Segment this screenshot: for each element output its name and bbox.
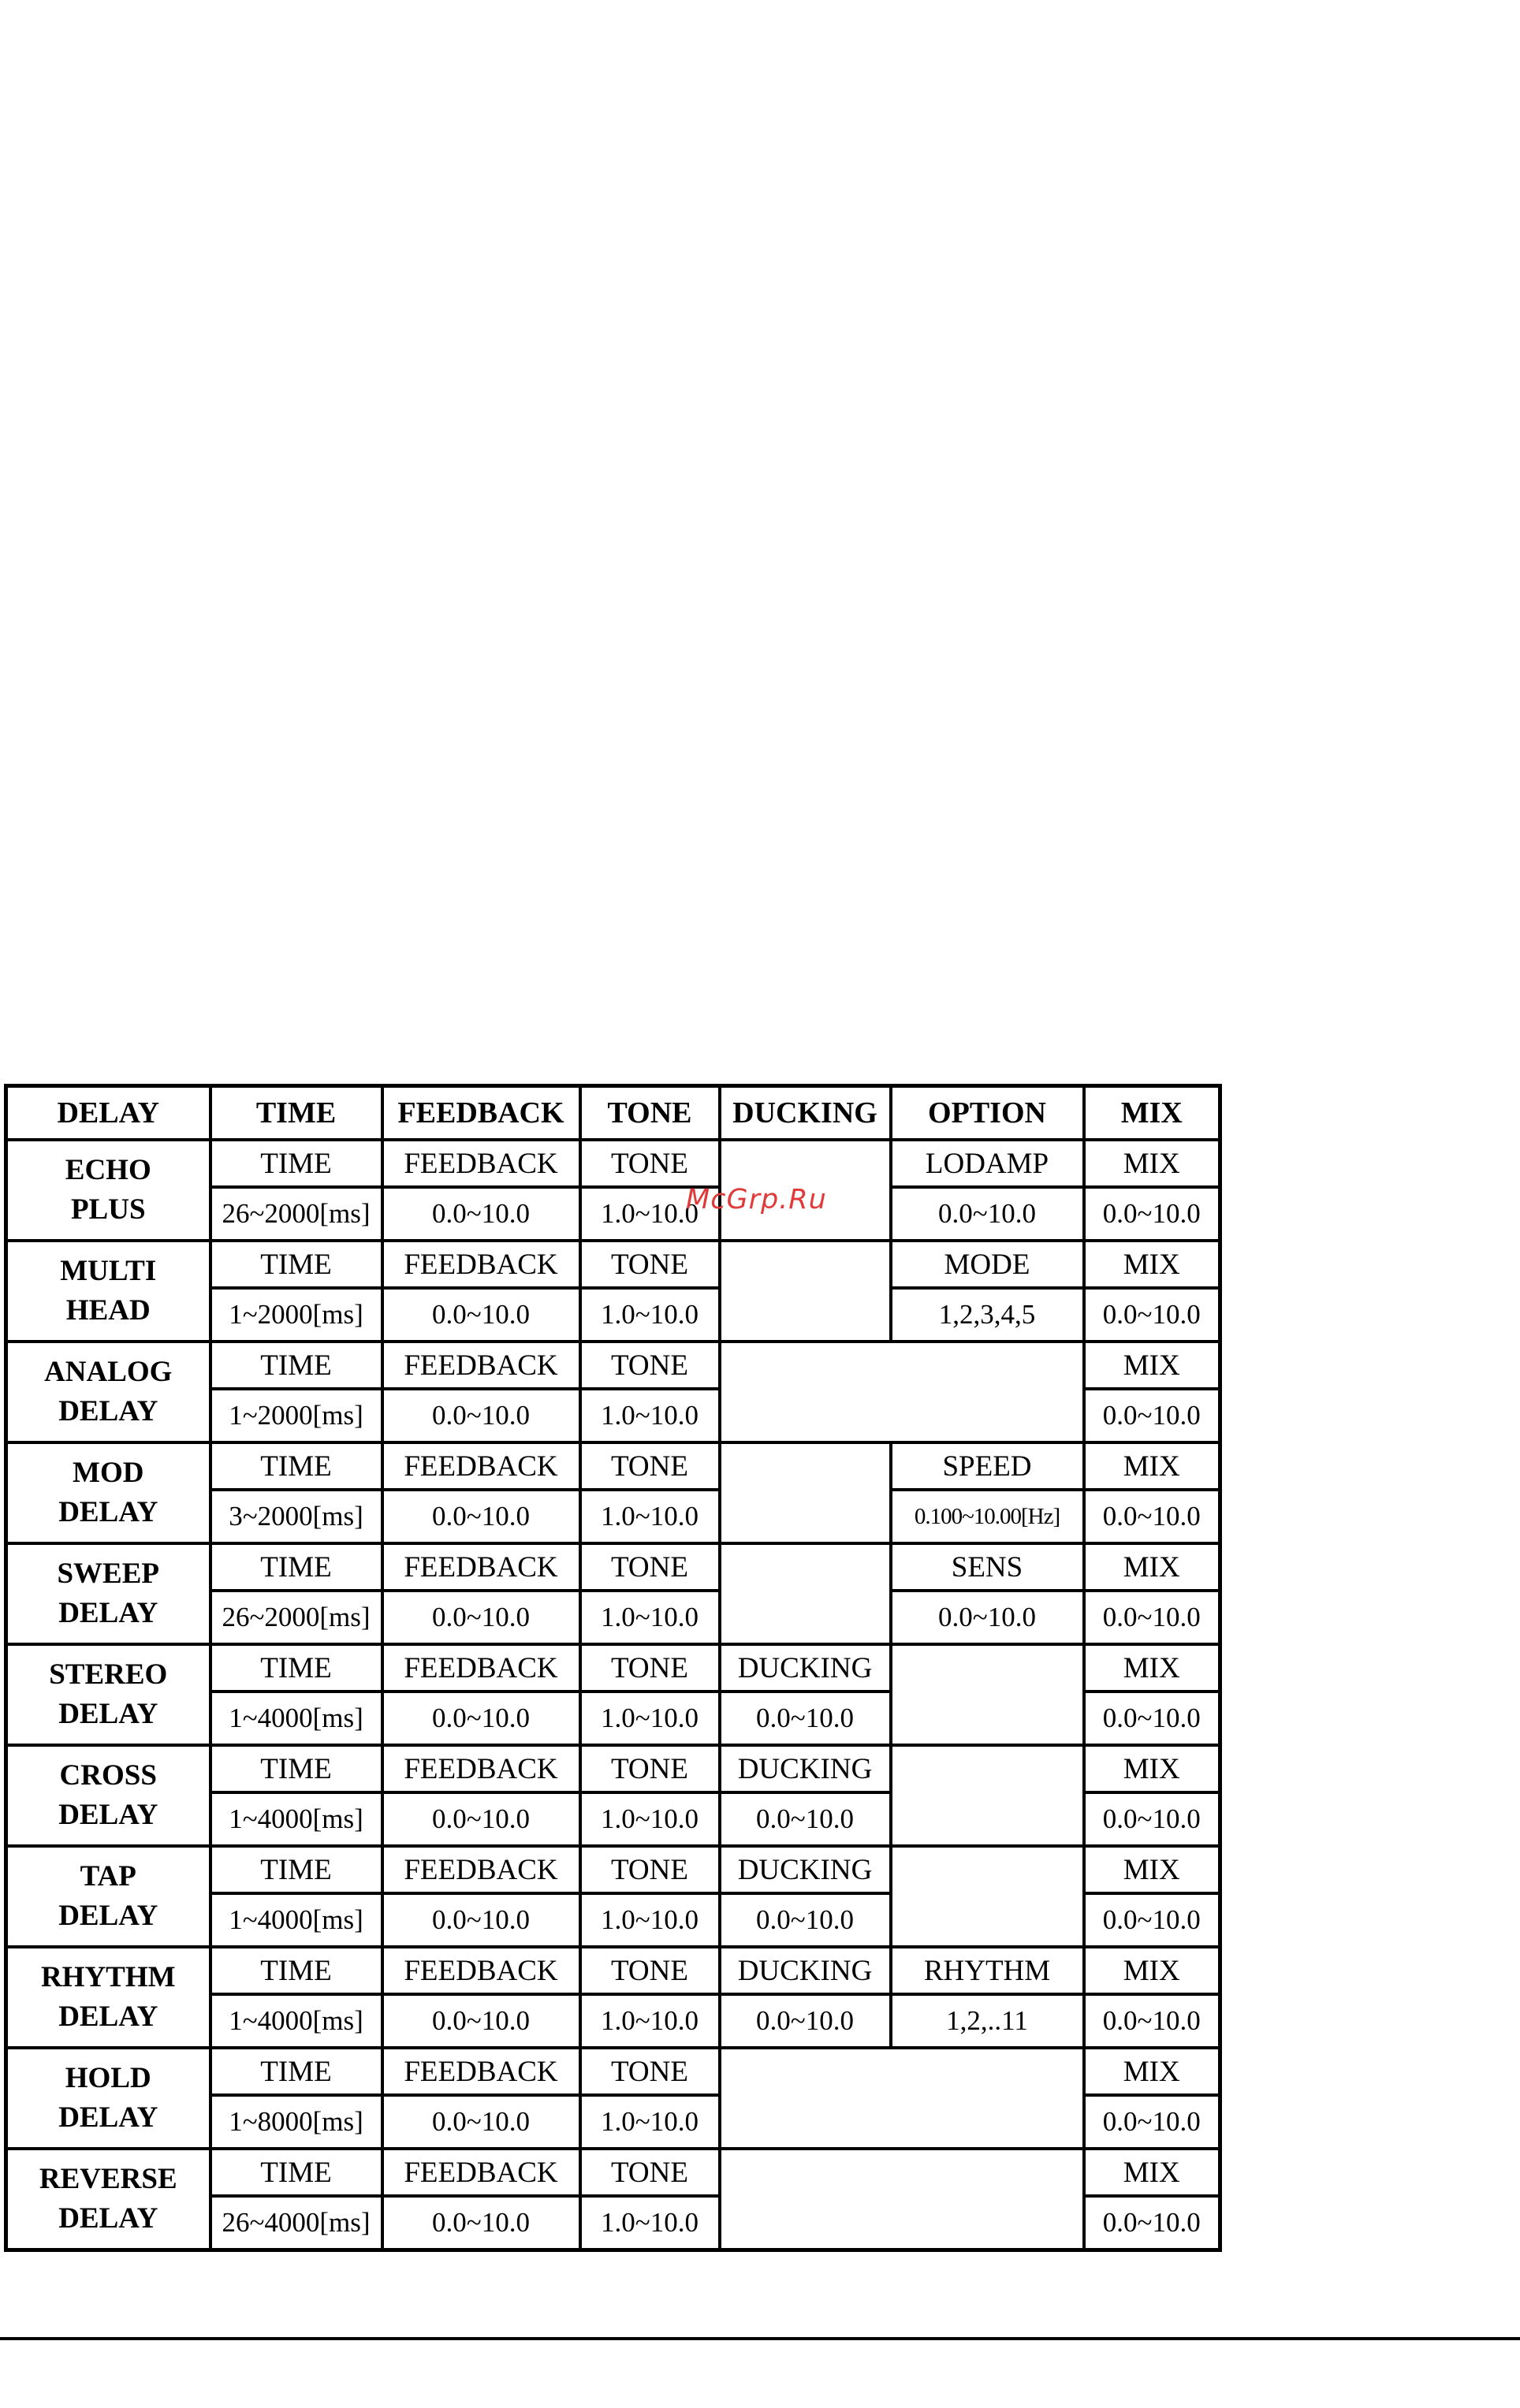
time-param-label: TIME: [210, 1342, 382, 1389]
tone-param-range: 1.0~10.0: [580, 1591, 720, 1644]
header-delay: DELAY: [6, 1086, 210, 1141]
delay-type-name-line: DELAY: [58, 2000, 158, 2033]
feedback-param-label: FEEDBACK: [382, 1846, 580, 1893]
empty-cell: [720, 2048, 1084, 2149]
delay-type-name-line: HEAD: [65, 1294, 151, 1327]
mix-param-range: 0.0~10.0: [1084, 1288, 1220, 1342]
feedback-param-label: FEEDBACK: [382, 1644, 580, 1692]
mix-param-range: 0.0~10.0: [1084, 1389, 1220, 1442]
time-param-range: 1~2000[ms]: [210, 1389, 382, 1442]
empty-cell: [891, 1644, 1084, 1745]
feedback-param-label: FEEDBACK: [382, 1342, 580, 1389]
tone-param-range: 1.0~10.0: [580, 1994, 720, 2048]
empty-cell: [891, 1846, 1084, 1947]
table-row: [6, 1947, 1220, 1994]
tone-param-label: TONE: [580, 1745, 720, 1792]
table-row: [6, 1543, 1220, 1591]
tone-param-range: 1.0~10.0: [580, 1288, 720, 1342]
tone-param-range: 1.0~10.0: [580, 1187, 720, 1241]
delay-type-name: [6, 1241, 210, 1342]
empty-cell: [891, 1745, 1084, 1846]
time-param-range: 1~2000[ms]: [210, 1288, 382, 1342]
time-param-range: 1~4000[ms]: [210, 1692, 382, 1745]
tone-param-label: TONE: [580, 2149, 720, 2196]
delay-type-name-line: DELAY: [58, 2202, 158, 2235]
mix-param-label: MIX: [1084, 1241, 1220, 1288]
footer-rule: [0, 2337, 1520, 2340]
ducking-param-label: DUCKING: [720, 1745, 891, 1792]
delay-type-name: [6, 1947, 210, 2048]
delay-type-name-line: PLUS: [70, 1193, 146, 1226]
mix-param-label: MIX: [1084, 2149, 1220, 2196]
delay-type-name: [6, 1745, 210, 1846]
ducking-param-range: 0.0~10.0: [720, 1692, 891, 1745]
time-param-range: 26~2000[ms]: [210, 1591, 382, 1644]
delay-type-name-line: CROSS: [59, 1759, 157, 1792]
time-param-range: 26~2000[ms]: [210, 1187, 382, 1241]
tone-param-label: TONE: [580, 1241, 720, 1288]
feedback-param-range: 0.0~10.0: [382, 1994, 580, 2048]
tone-param-label: TONE: [580, 1846, 720, 1893]
delay-type-name-line: DELAY: [58, 1496, 158, 1528]
empty-cell: [720, 2149, 1084, 2250]
time-param-label: TIME: [210, 1745, 382, 1792]
header-option: OPTION: [891, 1086, 1084, 1141]
delay-type-name-line: DELAY: [58, 1698, 158, 1730]
option-param-label: SPEED: [891, 1442, 1084, 1490]
delay-type-name: [6, 1342, 210, 1442]
time-param-range: 26~4000[ms]: [210, 2196, 382, 2250]
delay-type-name-line: DELAY: [58, 1395, 158, 1427]
table-row: [6, 2149, 1220, 2196]
ducking-param-range: 0.0~10.0: [720, 1994, 891, 2048]
option-param-range: 0.0~10.0: [891, 1591, 1084, 1644]
ducking-param-label: DUCKING: [720, 1947, 891, 1994]
feedback-param-range: 0.0~10.0: [382, 1187, 580, 1241]
feedback-param-range: 0.0~10.0: [382, 1893, 580, 1947]
table-body: [6, 1140, 1220, 2250]
ducking-param-range: 0.0~10.0: [720, 1893, 891, 1947]
tone-param-range: 1.0~10.0: [580, 1692, 720, 1745]
option-param-label: LODAMP: [891, 1140, 1084, 1187]
feedback-param-range: 0.0~10.0: [382, 1591, 580, 1644]
table-row: [6, 1745, 1220, 1792]
tone-param-range: 1.0~10.0: [580, 2095, 720, 2149]
mix-param-range: 0.0~10.0: [1084, 1187, 1220, 1241]
option-param-range: 0.0~10.0: [891, 1187, 1084, 1241]
tone-param-label: TONE: [580, 1947, 720, 1994]
table-row: [6, 1342, 1220, 1389]
time-param-label: TIME: [210, 1947, 382, 1994]
time-param-range: 3~2000[ms]: [210, 1490, 382, 1543]
tone-param-range: 1.0~10.0: [580, 2196, 720, 2250]
header-time: TIME: [210, 1086, 382, 1141]
mix-param-label: MIX: [1084, 1745, 1220, 1792]
tone-param-range: 1.0~10.0: [580, 1389, 720, 1442]
time-param-label: TIME: [210, 1442, 382, 1490]
time-param-label: TIME: [210, 1543, 382, 1591]
delay-type-name: [6, 1543, 210, 1644]
feedback-param-label: FEEDBACK: [382, 1745, 580, 1792]
tone-param-label: TONE: [580, 1543, 720, 1591]
tone-param-label: TONE: [580, 1442, 720, 1490]
delay-type-name-line: DELAY: [58, 1597, 158, 1629]
header-tone: TONE: [580, 1086, 720, 1141]
delay-type-name-line: TAP: [80, 1860, 136, 1893]
delay-type-name-line: ANALOG: [44, 1356, 173, 1388]
table-row: [6, 1846, 1220, 1893]
feedback-param-range: 0.0~10.0: [382, 1792, 580, 1846]
delay-type-name-line: DELAY: [58, 1900, 158, 1932]
table-row: [6, 2048, 1220, 2095]
delay-type-name-line: RHYTHM: [40, 1961, 176, 1993]
delay-type-name: [6, 1644, 210, 1745]
mix-param-range: 0.0~10.0: [1084, 1994, 1220, 2048]
feedback-param-label: FEEDBACK: [382, 1543, 580, 1591]
delay-parameter-table: [4, 1084, 1222, 2252]
delay-type-name-line: DELAY: [58, 1799, 158, 1831]
feedback-param-range: 0.0~10.0: [382, 1288, 580, 1342]
empty-cell: [720, 1241, 891, 1342]
time-param-range: 1~4000[ms]: [210, 1893, 382, 1947]
tone-param-label: TONE: [580, 1342, 720, 1389]
mix-param-range: 0.0~10.0: [1084, 1692, 1220, 1745]
empty-cell: [720, 1442, 891, 1543]
delay-type-name-line: HOLD: [65, 2062, 151, 2094]
tone-param-range: 1.0~10.0: [580, 1893, 720, 1947]
ducking-param-range: 0.0~10.0: [720, 1792, 891, 1846]
feedback-param-label: FEEDBACK: [382, 1947, 580, 1994]
mix-param-label: MIX: [1084, 1342, 1220, 1389]
delay-type-name: [6, 1442, 210, 1543]
delay-type-name-line: DELAY: [58, 2101, 158, 2134]
option-param-label: SENS: [891, 1543, 1084, 1591]
header-mix: MIX: [1084, 1086, 1220, 1141]
option-param-range: 1,2,3,4,5: [891, 1288, 1084, 1342]
mix-param-label: MIX: [1084, 1846, 1220, 1893]
feedback-param-label: FEEDBACK: [382, 1241, 580, 1288]
mix-param-range: 0.0~10.0: [1084, 1591, 1220, 1644]
watermark-text: McGrp.Ru: [686, 1184, 827, 1215]
delay-type-name: [6, 2048, 210, 2149]
delay-type-name: [6, 1140, 210, 1241]
time-param-range: 1~4000[ms]: [210, 1792, 382, 1846]
mix-param-range: 0.0~10.0: [1084, 1893, 1220, 1947]
feedback-param-label: FEEDBACK: [382, 1442, 580, 1490]
mix-param-range: 0.0~10.0: [1084, 1490, 1220, 1543]
mix-param-label: MIX: [1084, 1543, 1220, 1591]
feedback-param-range: 0.0~10.0: [382, 2196, 580, 2250]
header-row: [6, 1086, 1220, 1141]
tone-param-range: 1.0~10.0: [580, 1490, 720, 1543]
feedback-param-label: FEEDBACK: [382, 1140, 580, 1187]
time-param-label: TIME: [210, 2048, 382, 2095]
time-param-label: TIME: [210, 2149, 382, 2196]
time-param-range: 1~8000[ms]: [210, 2095, 382, 2149]
feedback-param-range: 0.0~10.0: [382, 1692, 580, 1745]
mix-param-label: MIX: [1084, 1442, 1220, 1490]
table-row: [6, 1140, 1220, 1187]
tone-param-label: TONE: [580, 2048, 720, 2095]
header-feedback: FEEDBACK: [382, 1086, 580, 1141]
ducking-param-label: DUCKING: [720, 1644, 891, 1692]
feedback-param-range: 0.0~10.0: [382, 1389, 580, 1442]
feedback-param-range: 0.0~10.0: [382, 2095, 580, 2149]
time-param-label: TIME: [210, 1140, 382, 1187]
tone-param-label: TONE: [580, 1644, 720, 1692]
feedback-param-label: FEEDBACK: [382, 2149, 580, 2196]
time-param-label: TIME: [210, 1644, 382, 1692]
empty-cell: [720, 1543, 891, 1644]
table-row: [6, 1241, 1220, 1288]
option-param-label: RHYTHM: [891, 1947, 1084, 1994]
header-ducking: DUCKING: [720, 1086, 891, 1141]
delay-type-name: [6, 1846, 210, 1947]
delay-type-name-line: MOD: [73, 1457, 144, 1489]
option-param-range: 1,2,..11: [891, 1994, 1084, 2048]
delay-type-name: [6, 2149, 210, 2250]
option-param-label: MODE: [891, 1241, 1084, 1288]
delay-type-name-line: REVERSE: [39, 2163, 177, 2195]
mix-param-range: 0.0~10.0: [1084, 2095, 1220, 2149]
mix-param-range: 0.0~10.0: [1084, 1792, 1220, 1846]
delay-type-name-line: STEREO: [49, 1658, 168, 1691]
mix-param-label: MIX: [1084, 1140, 1220, 1187]
time-param-label: TIME: [210, 1241, 382, 1288]
feedback-param-range: 0.0~10.0: [382, 1490, 580, 1543]
tone-param-label: TONE: [580, 1140, 720, 1187]
mix-param-range: 0.0~10.0: [1084, 2196, 1220, 2250]
mix-param-label: MIX: [1084, 1947, 1220, 1994]
option-param-range: 0.100~10.00[Hz]: [891, 1490, 1084, 1543]
tone-param-range: 1.0~10.0: [580, 1792, 720, 1846]
table-row: [6, 1644, 1220, 1692]
mix-param-label: MIX: [1084, 1644, 1220, 1692]
delay-type-name-line: ECHO: [65, 1154, 151, 1186]
mix-param-label: MIX: [1084, 2048, 1220, 2095]
table-row: [6, 1442, 1220, 1490]
delay-type-name-line: MULTI: [60, 1255, 157, 1287]
ducking-param-label: DUCKING: [720, 1846, 891, 1893]
empty-cell: [720, 1342, 1084, 1442]
time-param-range: 1~4000[ms]: [210, 1994, 382, 2048]
feedback-param-label: FEEDBACK: [382, 2048, 580, 2095]
time-param-label: TIME: [210, 1846, 382, 1893]
delay-type-name-line: SWEEP: [57, 1558, 160, 1590]
